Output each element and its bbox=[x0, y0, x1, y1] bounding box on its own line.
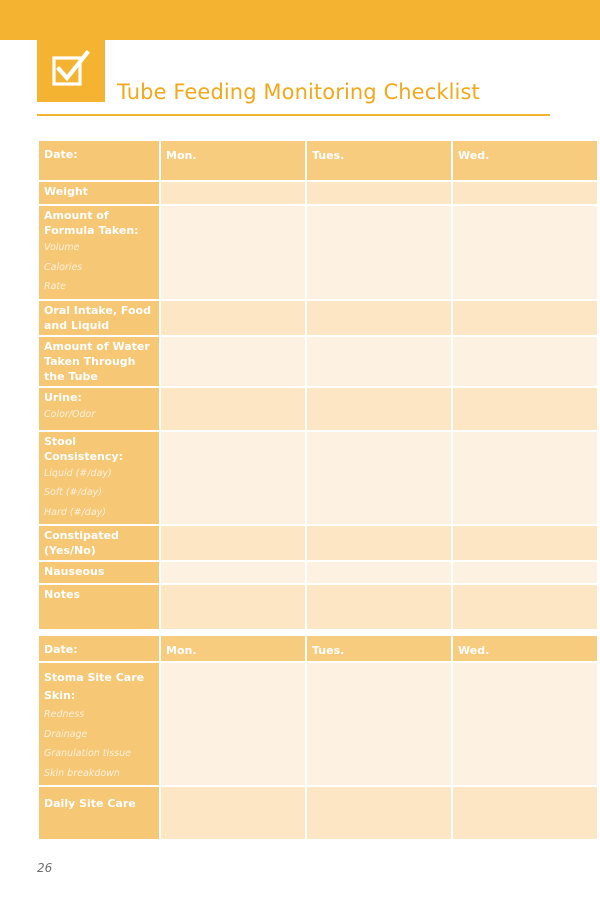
day-header-cell bbox=[160, 140, 306, 181]
entry-cell-tues[interactable] bbox=[306, 584, 452, 630]
entry-cell-wed[interactable] bbox=[452, 662, 598, 786]
entry-cell-tues[interactable] bbox=[306, 300, 452, 336]
row-label: Constipated (Yes/No) bbox=[44, 529, 119, 557]
entry-cell-wed[interactable] bbox=[452, 525, 598, 561]
row-label-cell bbox=[38, 336, 160, 387]
row-label: Daily Site Care bbox=[44, 797, 136, 810]
sub-item-label: Redness bbox=[44, 709, 85, 720]
entry-cell-mon[interactable] bbox=[160, 584, 306, 630]
day-header-cell bbox=[452, 635, 598, 662]
entry-cell-mon[interactable] bbox=[160, 662, 306, 786]
entry-cell-wed[interactable] bbox=[452, 561, 598, 584]
day-label-mon: Mon. bbox=[166, 149, 197, 162]
row-label-cell bbox=[38, 300, 160, 336]
entry-cell-wed[interactable] bbox=[452, 431, 598, 526]
entry-cell-mon[interactable] bbox=[160, 786, 306, 840]
date-label: Date: bbox=[44, 643, 78, 656]
sub-item-label: Calories bbox=[44, 261, 83, 273]
row-label-cell bbox=[38, 525, 160, 561]
row-label-cell bbox=[38, 786, 160, 840]
row-nauseous bbox=[38, 561, 598, 584]
date-header-cell bbox=[38, 140, 160, 181]
entry-cell-tues[interactable] bbox=[306, 387, 452, 431]
date-header-cell bbox=[38, 635, 160, 662]
entry-cell-wed[interactable] bbox=[452, 205, 598, 300]
row-label-cell bbox=[38, 561, 160, 584]
entry-cell-wed[interactable] bbox=[452, 336, 598, 387]
entry-cell-tues[interactable] bbox=[306, 431, 452, 526]
sub-item-label: Granulation tissue bbox=[44, 748, 131, 759]
sub-item-label: Color/Odor bbox=[44, 408, 96, 420]
sub-item-label: Liquid (#/day) bbox=[44, 467, 112, 479]
row-stoma-site-skin bbox=[38, 662, 598, 786]
entry-cell-wed[interactable] bbox=[452, 300, 598, 336]
row-label: Amount of Water Taken Through the Tube bbox=[44, 339, 150, 383]
sub-item-label: Skin breakdown bbox=[44, 767, 120, 779]
row-label: Weight bbox=[44, 185, 88, 198]
row-label-cell bbox=[38, 181, 160, 205]
row-water-through-tube bbox=[38, 336, 598, 387]
entry-cell-wed[interactable] bbox=[452, 584, 598, 630]
row-daily-site-care bbox=[38, 786, 598, 840]
row-label-cell bbox=[38, 431, 160, 526]
sub-item-label: Drainage bbox=[44, 728, 88, 740]
day-label-mon: Mon. bbox=[166, 644, 197, 657]
row-label-cell bbox=[38, 387, 160, 431]
stoma-care-table bbox=[37, 634, 599, 841]
top-color-band bbox=[0, 0, 600, 40]
entry-cell-tues[interactable] bbox=[306, 561, 452, 584]
day-label-tues: Tues. bbox=[312, 644, 345, 657]
row-stool-consistency bbox=[38, 431, 598, 526]
row-label: Oral Intake, Food and Liquid bbox=[44, 303, 151, 332]
row-formula-taken bbox=[38, 205, 598, 300]
entry-cell-mon[interactable] bbox=[160, 525, 306, 561]
day-label-tues: Tues. bbox=[312, 149, 345, 162]
day-label-wed: Wed. bbox=[458, 149, 490, 162]
entry-cell-mon[interactable] bbox=[160, 300, 306, 336]
row-label: Stoma Site Care Skin: bbox=[44, 671, 145, 702]
entry-cell-mon[interactable] bbox=[160, 561, 306, 584]
title-divider bbox=[37, 114, 550, 116]
entry-cell-wed[interactable] bbox=[452, 786, 598, 840]
day-label-wed: Wed. bbox=[458, 644, 490, 657]
entry-cell-tues[interactable] bbox=[306, 662, 452, 786]
entry-cell-mon[interactable] bbox=[160, 431, 306, 526]
date-header-row bbox=[38, 140, 598, 181]
date-label: Date: bbox=[44, 148, 78, 161]
entry-cell-wed[interactable] bbox=[452, 181, 598, 205]
entry-cell-tues[interactable] bbox=[306, 181, 452, 205]
row-label: Nauseous bbox=[44, 565, 105, 578]
checklist-badge bbox=[37, 40, 105, 102]
sub-item-label: Volume bbox=[44, 242, 80, 253]
entry-cell-mon[interactable] bbox=[160, 181, 306, 205]
entry-cell-wed[interactable] bbox=[452, 387, 598, 431]
entry-cell-mon[interactable] bbox=[160, 336, 306, 387]
row-urine bbox=[38, 387, 598, 431]
row-label-cell bbox=[38, 584, 160, 630]
daily-monitoring-table bbox=[37, 139, 599, 631]
row-label: Urine: bbox=[44, 390, 82, 404]
day-header-cell bbox=[306, 635, 452, 662]
sub-item-label: Hard (#/day) bbox=[44, 506, 106, 518]
sub-item-label: Soft (#/day) bbox=[44, 487, 102, 498]
row-constipated bbox=[38, 525, 598, 561]
page-title: Tube Feeding Monitoring Checklist bbox=[117, 80, 480, 104]
date-header-row bbox=[38, 635, 598, 662]
entry-cell-tues[interactable] bbox=[306, 525, 452, 561]
row-label: Stool Consistency: bbox=[44, 434, 123, 463]
page-number: 26 bbox=[37, 861, 53, 875]
entry-cell-mon[interactable] bbox=[160, 387, 306, 431]
row-label: Amount of Formula Taken: bbox=[44, 209, 139, 237]
row-weight bbox=[38, 181, 598, 205]
checkbox-check-icon bbox=[51, 49, 91, 89]
entry-cell-tues[interactable] bbox=[306, 786, 452, 840]
day-header-cell bbox=[306, 140, 452, 181]
row-label-cell bbox=[38, 662, 160, 786]
row-label: Notes bbox=[44, 588, 81, 601]
row-label-cell bbox=[38, 205, 160, 300]
day-header-cell bbox=[160, 635, 306, 662]
row-notes bbox=[38, 584, 598, 630]
entry-cell-mon[interactable] bbox=[160, 205, 306, 300]
entry-cell-tues[interactable] bbox=[306, 205, 452, 300]
sub-item-label: Rate bbox=[44, 281, 66, 292]
entry-cell-tues[interactable] bbox=[306, 336, 452, 387]
day-header-cell bbox=[452, 140, 598, 181]
row-oral-intake bbox=[38, 300, 598, 336]
